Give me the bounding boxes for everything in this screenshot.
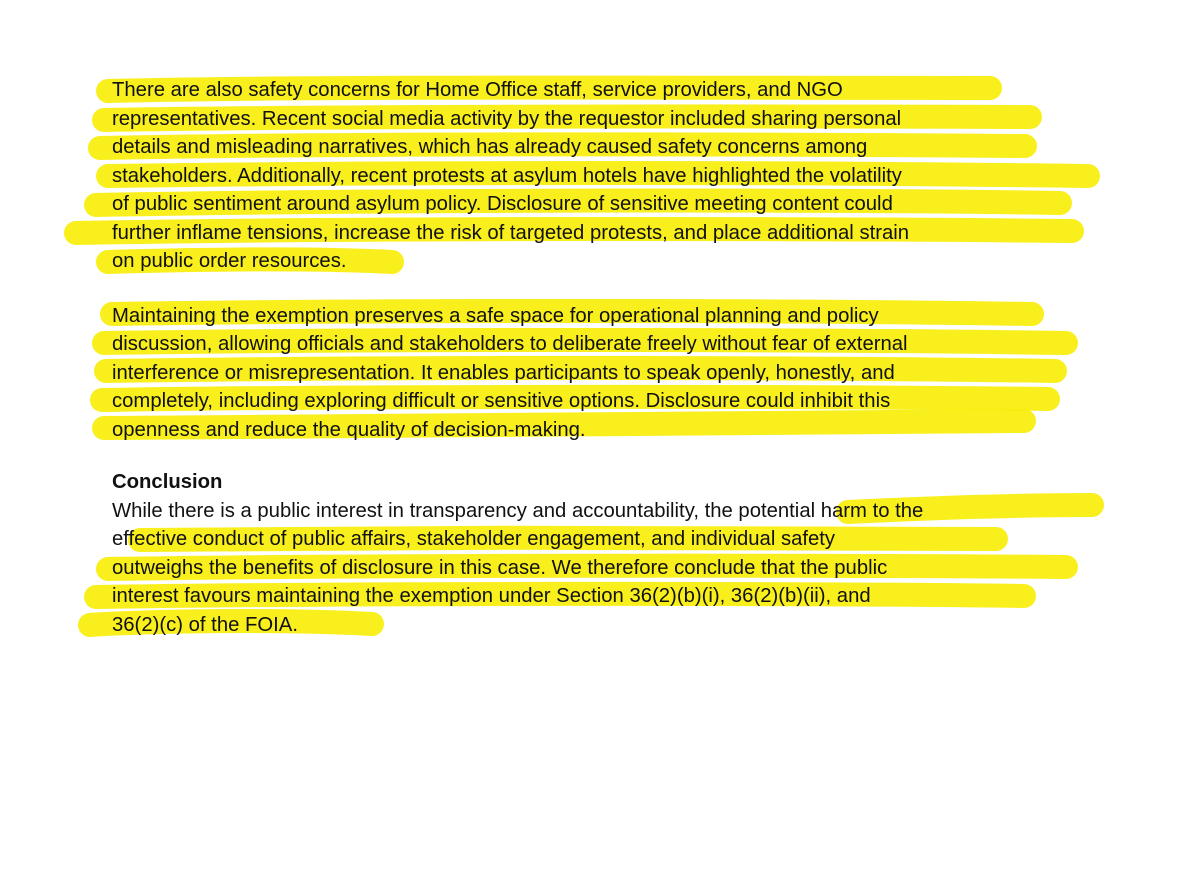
text-line: of public sentiment around asylum policy. Disclosure of sensitive meeting content could [112, 193, 893, 215]
text-line: outweighs the benefits of disclosure in this case. We therefore conclude that the public [112, 556, 888, 579]
text-line: openness and reduce the quality of decision-making. [112, 418, 586, 441]
conclusion-section [112, 468, 1102, 639]
paragraph-spacer [112, 444, 1102, 468]
text-line: further inflame tensions, increase the risk of targeted protests, and place additional strain [112, 221, 910, 244]
text-line: discussion, allowing officials and stakeholders to deliberate freely without fear of external [112, 333, 908, 355]
conclusion-heading: Conclusion [112, 471, 223, 493]
text-line: effective conduct of public affairs, stakeholder engagement, and individual safety [112, 528, 836, 550]
text-line: 36(2)(c) of the FOIA. [112, 613, 298, 636]
text-line: details and misleading narratives, which has already caused safety concerns among [112, 136, 868, 158]
document-body [112, 76, 1102, 639]
text-line: interest favours maintaining the exemption under Section 36(2)(b)(i), 36(2)(b)(ii), and [112, 585, 871, 607]
text-line: on public order resources. [112, 250, 347, 272]
text-line: There are also safety concerns for Home Office staff, service providers, and NGO [112, 79, 843, 101]
text-line: completely, including exploring difficult or sensitive options. Disclosure could inhibit this [112, 390, 891, 412]
text-line: While there is a public interest in transparency and accountability, the potential harm to the [112, 499, 924, 522]
text-line: Maintaining the exemption preserves a safe space for operational planning and policy [112, 304, 879, 327]
text-line: stakeholders. Additionally, recent protests at asylum hotels have highlighted the volatility [112, 164, 902, 187]
paragraph-safety-concerns [112, 76, 1102, 276]
text-line: interference or misrepresentation. It enables participants to speak openly, honestly, and [112, 361, 895, 384]
paragraph-spacer [112, 276, 1102, 302]
paragraph-safe-space [112, 302, 1102, 445]
text-line: representatives. Recent social media activity by the requestor included sharing personal [112, 107, 902, 130]
